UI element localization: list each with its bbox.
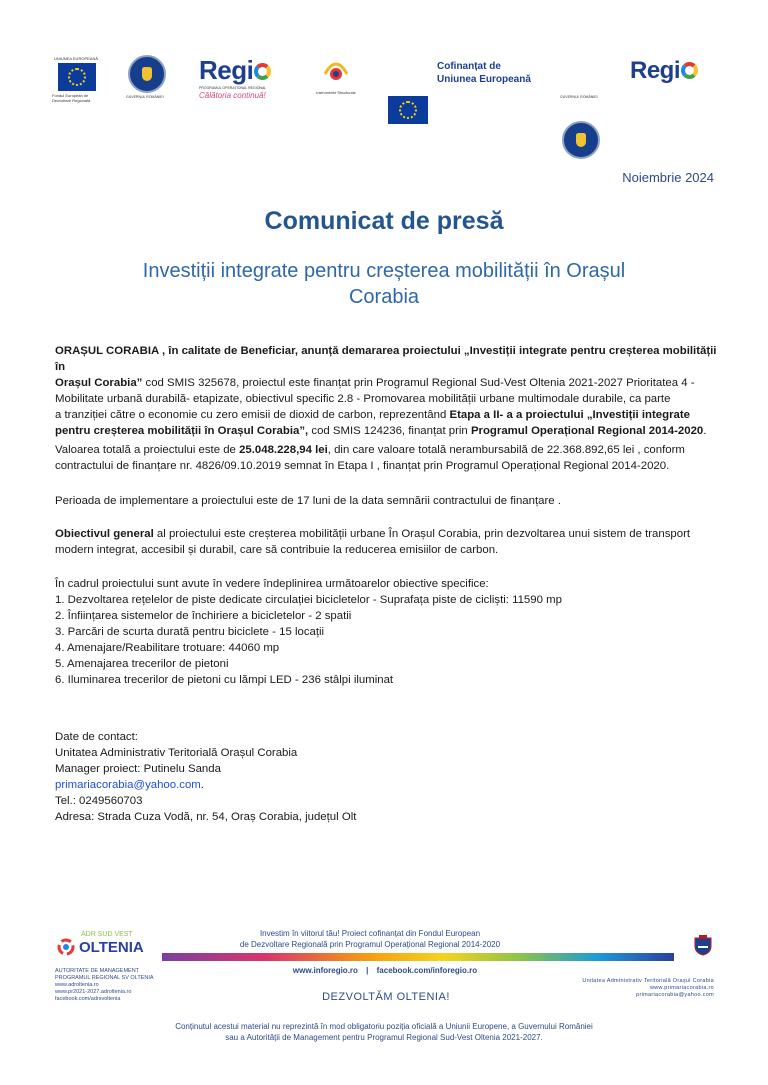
uat-line[interactable]: primariacorabia@yahoo.com: [636, 992, 714, 998]
adr-swirl-icon: [55, 938, 77, 956]
invest-line2: de Dezvoltare Regională prin Programul Operațional Regional 2014-2020: [239, 940, 501, 949]
intro-l1: ORAȘUL CORABIA , în calitate de Beneficiar, anunță demararea proiectului „Investiții integrate pentru creșterea mobilității în: [55, 345, 717, 373]
intro-l4a: a tranziției către o economie cu zero emisii de dioxid de carbon, reprezentând: [55, 409, 450, 421]
intro-l5a: pentru creșterea mobilității în Orașul Corabia”,: [55, 425, 309, 437]
contact-email-suffix: .: [200, 779, 204, 791]
header-logo-eu-fund: [52, 56, 102, 103]
facebook-inforegio-link[interactable]: facebook.com/inforegio.ro: [376, 966, 478, 975]
list-item: 6. Iluminarea trecerilor de pietoni cu lămpi LED - 236 stâlpi iluminat: [55, 674, 394, 686]
regio-o-icon: [254, 63, 271, 80]
government-seal-icon-2: [562, 121, 600, 159]
contact-org: Unitatea Administrativ Teritorială Orașul Corabia: [55, 747, 298, 759]
government-seal-icon: [128, 55, 166, 93]
intro-l3: Mobilitate urbană durabilă- etapizate, obiectivul specific 2.8 - Promovarea mobilității urbane multimodale durabile, ca parte: [55, 393, 671, 405]
header-logo-structural: [314, 52, 358, 96]
contact-address: Adresa: Strada Cuza Vodă, nr. 54, Oraș Corabia, județul Olt: [55, 811, 357, 823]
invest-line1: Investim în viitorul tău! Proiect cofinanțat din Fondul European: [259, 929, 481, 938]
subtitle-line2: Corabia: [348, 286, 420, 308]
objectives-intro: În cadrul proiectului sunt avute în vedere îndeplinirea următoarelor obiective specifice:: [55, 578, 489, 590]
regio-line1: PROGRAMUL OPERAȚIONAL REGIONAL: [199, 86, 267, 90]
objective-l1b: al proiectului este creșterea mobilității urbane În Orașul Corabia, prin dezvoltarea unui sistem de transport: [153, 528, 691, 540]
intro-l5b: cod SMIS 124236, finanțat prin: [308, 425, 471, 437]
contact-block: [55, 729, 725, 825]
footer-disclaimer: [0, 1021, 768, 1043]
links-separator: |: [366, 966, 369, 975]
eu-fund-caption1: Fondul European de: [52, 93, 89, 98]
value-l2: contractului de finanțare nr. 4826/09.10.2019 semnat în Etapa I , finanțat prin Programul Operațional Regional 2014-2020.: [55, 460, 670, 472]
footer-slogan: DEZVOLTĂM OLTENIA!: [322, 991, 450, 1003]
adr-info-line: AUTORITATE DE MANAGEMENT: [55, 968, 140, 974]
cofinanced-line2: Uniunea Europeană: [437, 74, 531, 85]
adr-info-line[interactable]: www.adroltenia.ro: [55, 982, 99, 988]
list-item: 3. Parcări de scurta durată pentru biciclete - 15 locații: [55, 626, 325, 638]
contact-phone: Tel.: 0249560703: [55, 795, 143, 807]
footer-adr-logo: [55, 931, 155, 956]
disclaimer-line1: Conținutul acestui material nu reprezintă în mod obligatoriu poziția oficială a Uniunii Europene, a Guvernului României: [175, 1022, 593, 1031]
list-item: 5. Amenajarea trecerilor de pietoni: [55, 658, 229, 670]
paragraph-value: [55, 442, 725, 474]
contact-manager: Manager proiect: Putinelu Sanda: [55, 763, 221, 775]
contact-heading: Date de contact:: [55, 731, 138, 743]
uat-line: Unitatea Administrativ Teritorială Orașul Corabia: [582, 978, 714, 984]
intro-l2b: cod SMIS 325678, proiectul este finanțat prin Programul Regional Sud-Vest Oltenia 2021-2027 Prioritatea 4 -: [142, 377, 695, 389]
government-name-1: GUVERNUL ROMÂNIEI: [126, 95, 164, 99]
intro-l4b: Etapa a II- a a proiectului „Investiții integrate: [449, 409, 690, 421]
inforegio-link[interactable]: www.inforegio.ro: [292, 966, 358, 975]
corabia-coat-of-arms-icon: [693, 934, 713, 956]
value-l1c: , din care valoare totală nerambursabilă de 22.368.892,65 lei , conform: [327, 444, 685, 456]
eu-fund-top-text: UNIUNEA EUROPEANĂ: [54, 56, 99, 61]
structural-instruments-icon: [321, 52, 351, 86]
list-item: 1. Dezvoltarea rețelelor de piste dedicate circulației bicicletelor - Suprafața piste de cicliști: 11590 mp: [55, 594, 562, 606]
adr-info-line[interactable]: www.pr2021-2027.adroltenia.ro: [55, 989, 132, 995]
objective-label: Obiectivul general: [55, 528, 154, 540]
cofinanced-text: [437, 60, 531, 86]
adr-info: [55, 968, 165, 1003]
regio-brand-1: Regi: [199, 55, 254, 85]
intro-l5c: Programul Operațional Regional 2014-2020: [470, 425, 704, 437]
subtitle-line1: Investiții integrate pentru creșterea mobilității în Orașul: [142, 260, 626, 282]
adr-info-line: PROGRAMUL REGIONAL SV OLTENIA: [55, 975, 154, 981]
adr-top: ADR SUD VEST: [81, 931, 133, 938]
header-logo-regio: [199, 55, 281, 100]
uat-info: [560, 978, 714, 999]
paragraph-period: Perioada de implementare a proiectului este de 17 luni de la data semnării contractului de finanțare .: [55, 495, 561, 507]
adr-info-line[interactable]: facebook.com/adrsvoltenia: [55, 996, 121, 1002]
eu-flag-icon: [58, 63, 96, 91]
disclaimer-line2: sau a Autorității de Management pentru Programul Regional Sud-Vest Oltenia 2021-2027.: [225, 1033, 543, 1042]
paragraph-objective: [55, 526, 725, 558]
paragraph-intro: [55, 343, 725, 439]
intro-l2a: Orașul Corabia”: [55, 377, 143, 389]
contact-email-link[interactable]: primariacorabia@yahoo.com: [55, 779, 201, 791]
eu-flag-icon-2: [388, 96, 428, 124]
government-name-2: GUVERNUL ROMÂNIEI: [560, 95, 598, 99]
color-stripe: [162, 953, 674, 961]
list-item: 2. Înființarea sistemelor de închiriere a bicicletelor - 2 spatii: [55, 610, 352, 622]
invest-text: [200, 928, 540, 950]
document-date: Noiembrie 2024: [622, 170, 714, 185]
regio-line2: Călătoria continuă!: [199, 91, 266, 100]
intro-l5d: .: [703, 425, 707, 437]
objectives-list: [55, 576, 725, 688]
header-logo-regio-2: [630, 57, 698, 85]
page-title: Comunicat de presă: [264, 207, 504, 235]
footer-links: [280, 966, 490, 975]
regio-o-icon-2: [681, 62, 698, 79]
cofinanced-line1: Cofinanțat de: [437, 61, 501, 72]
objective-l2: modern integrat, accesibil și durabil, care să contribuie la reducerea emisiilor de carbon.: [55, 544, 499, 556]
list-item: 4. Amenajare/Reabilitare trotuare: 44060 mp: [55, 642, 280, 654]
value-total: 25.048.228,94 lei: [239, 444, 328, 456]
value-l1a: Valoarea totală a proiectului este de: [55, 444, 240, 456]
structural-caption: Instrumente Structurale: [316, 91, 356, 95]
uat-line[interactable]: www.primariacorabia.ro: [649, 985, 714, 991]
eu-fund-caption2: Dezvoltare Regională: [52, 98, 91, 103]
adr-name: OLTENIA: [79, 938, 144, 956]
regio-brand-2: Regi: [630, 57, 681, 84]
